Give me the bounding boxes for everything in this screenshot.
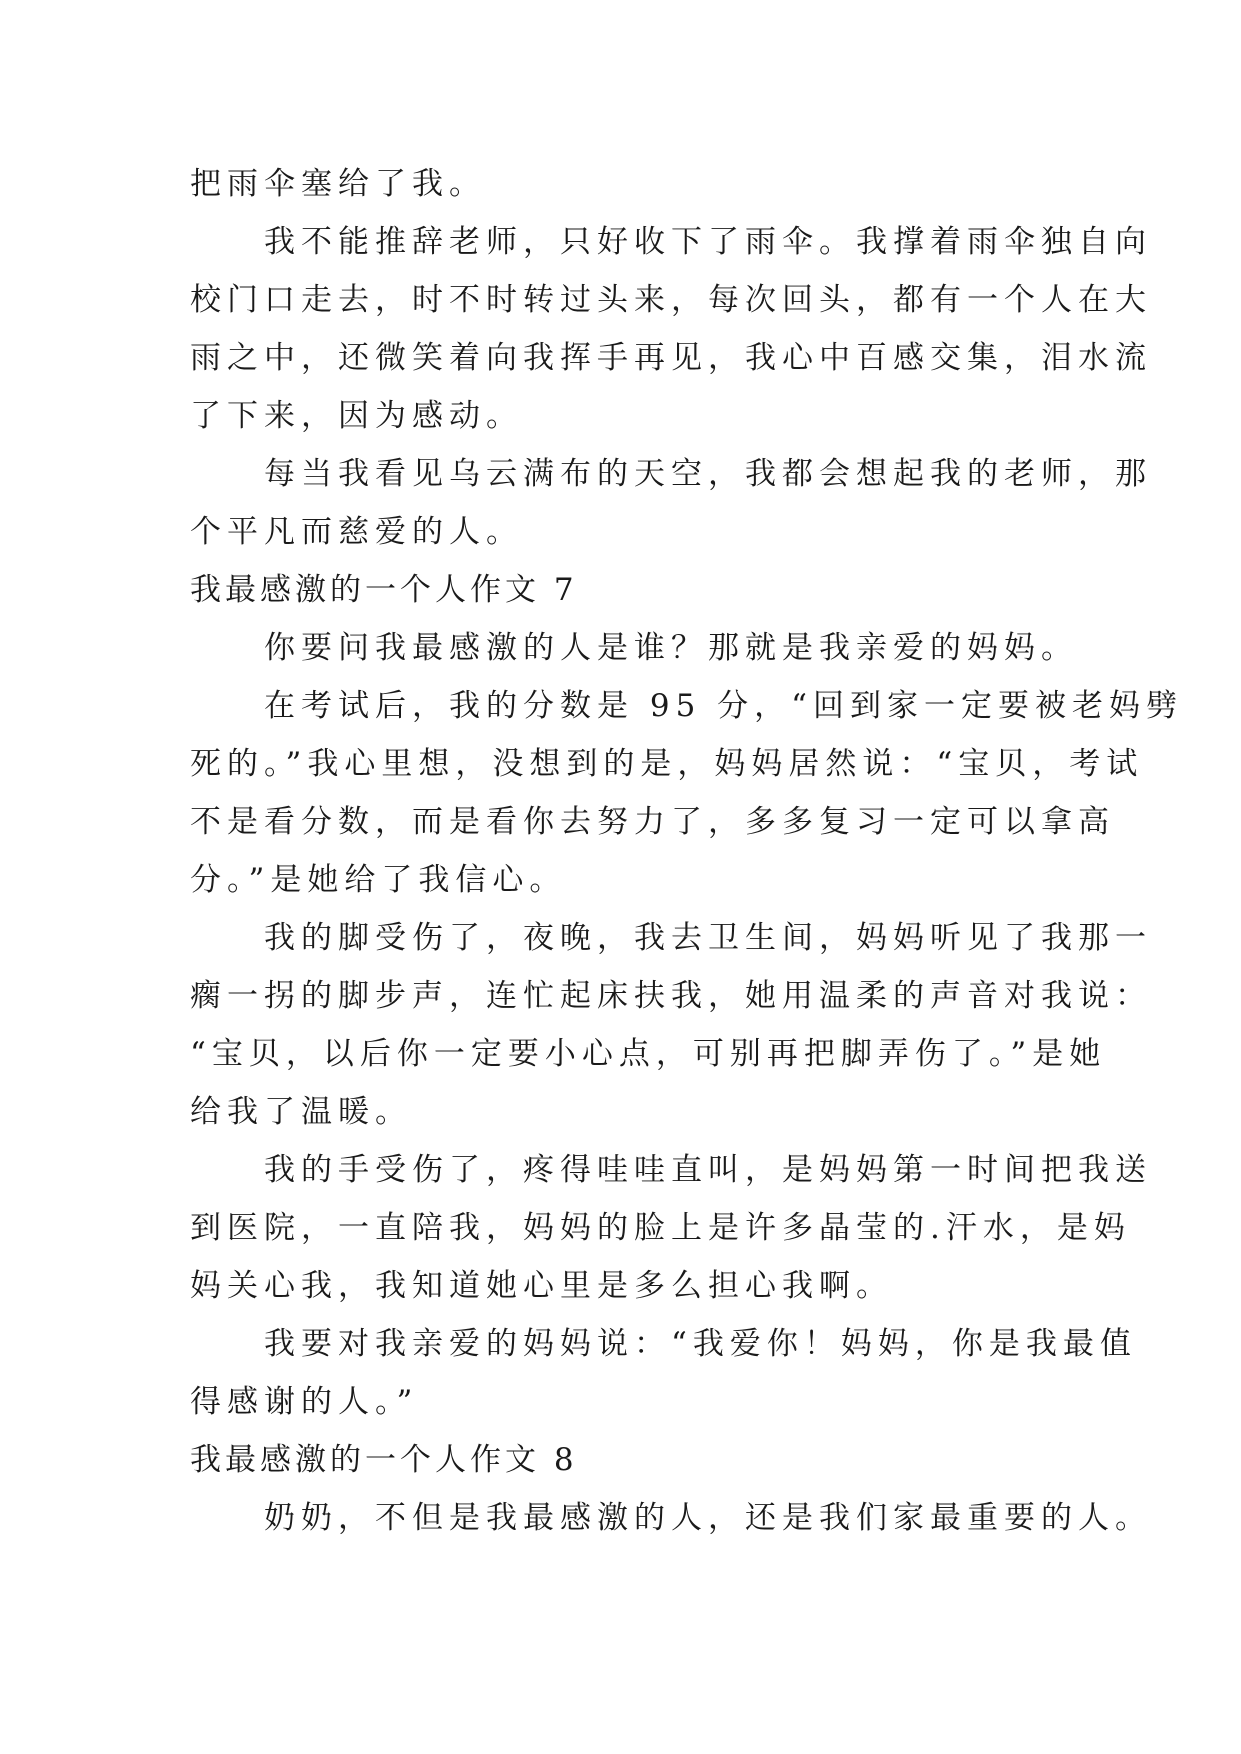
text-line: 我的脚受伤了，夜晚，我去卫生间，妈妈听见了我那一 bbox=[190, 920, 1152, 956]
section-heading: 我最感激的一个人作文 7 bbox=[190, 572, 578, 608]
text-line: 死的。”我心里想，没想到的是，妈妈居然说：“宝贝，考试 bbox=[190, 746, 1144, 782]
text-line: 妈关心我，我知道她心里是多么担心我啊。 bbox=[190, 1268, 893, 1304]
text-line: 我不能推辞老师，只好收下了雨伞。我撑着雨伞独自向 bbox=[190, 224, 1152, 260]
text-line: 个平凡而慈爱的人。 bbox=[190, 514, 523, 550]
text-line: 你要问我最感激的人是谁？那就是我亲爱的妈妈。 bbox=[190, 630, 1078, 666]
text-line: 到医院，一直陪我，妈妈的脸上是许多晶莹的.汗水，是妈 bbox=[190, 1210, 1131, 1246]
text-line: 奶奶，不但是我最感激的人，还是我们家最重要的人。 bbox=[190, 1500, 1152, 1536]
text-line: “宝贝，以后你一定要小心点，可别再把脚弄伤了。”是她 bbox=[190, 1036, 1107, 1072]
text-line: 给我了温暖。 bbox=[190, 1094, 412, 1130]
text-line: 不是看分数，而是看你去努力了，多多复习一定可以拿高 bbox=[190, 804, 1115, 840]
text-line: 得感谢的人。” bbox=[190, 1384, 419, 1420]
text-line: 我的手受伤了，疼得哇哇直叫，是妈妈第一时间把我送 bbox=[190, 1152, 1152, 1188]
text-line: 把雨伞塞给了我。 bbox=[190, 166, 486, 202]
text-line: 瘸一拐的脚步声，连忙起床扶我，她用温柔的声音对我说： bbox=[190, 978, 1152, 1014]
text-line: 校门口走去，时不时转过头来，每次回头，都有一个人在大 bbox=[190, 282, 1152, 318]
text-line: 每当我看见乌云满布的天空，我都会想起我的老师，那 bbox=[190, 456, 1152, 492]
text-line: 我要对我亲爱的妈妈说：“我爱你！妈妈，你是我最值 bbox=[190, 1326, 1137, 1362]
section-heading: 我最感激的一个人作文 8 bbox=[190, 1442, 578, 1478]
text-line: 了下来，因为感动。 bbox=[190, 398, 523, 434]
text-line: 雨之中，还微笑着向我挥手再见，我心中百感交集，泪水流 bbox=[190, 340, 1152, 376]
text-line: 分。”是她给了我信心。 bbox=[190, 862, 567, 898]
text-line: 在考试后，我的分数是 95 分，“回到家一定要被老妈劈 bbox=[190, 688, 1183, 724]
